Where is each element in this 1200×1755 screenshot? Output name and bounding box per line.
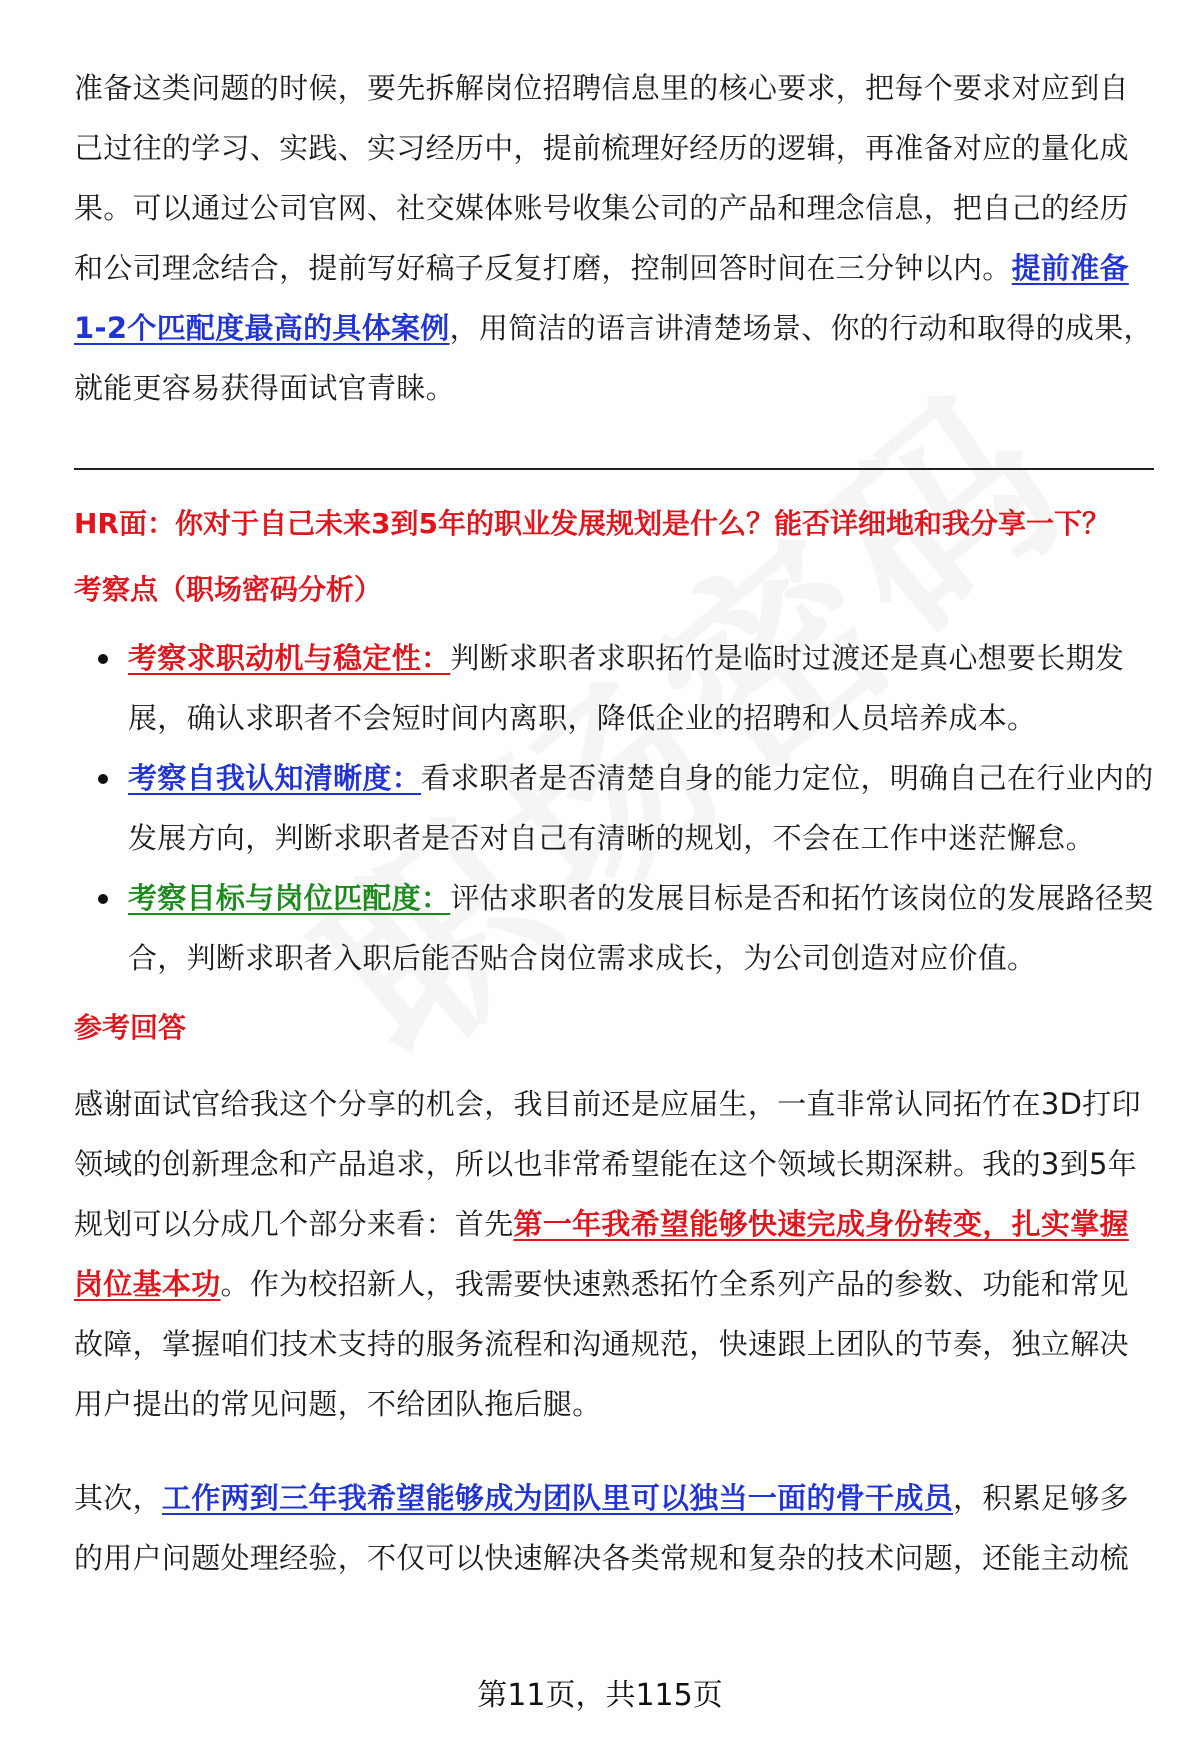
section-divider (74, 468, 1154, 470)
question-heading: HR面：你对于自己未来3到5年的职业发展规划是什么？能否详细地和我分享一下？ (74, 507, 1110, 540)
intro-text-before: 准备这类问题的时候，要先拆解岗位招聘信息里的核心要求，把每个要求对应到自己过往的学习、实践、实习经历中，提前梳理好经历的逻辑，再准备对应的量化成果。可以通过公司官网、社交媒体账号收集公司的产品和理念信息，把自己的经历和公司理念结合，提前写好稿子反复打磨，控制回答时间在三分钟以内。 (74, 71, 1129, 285)
page-content (74, 58, 1154, 1588)
answer-paragraph-2 (74, 1468, 1154, 1588)
answer1-text-after: 。作为校招新人，我需要快速熟悉拓竹全系列产品的参数、功能和常见故障，掌握咱们技术支持的服务流程和沟通规范，快速跟上团队的节奏，独立解决用户提出的常见问题，不给团队拖后腿。 (74, 1267, 1129, 1421)
analysis-point (74, 748, 1154, 868)
answer1-highlight: 第一年我希望能够快速完成身份转变，扎实掌握岗位基本功 (74, 1207, 1129, 1301)
answer2-text-after: ，积累足够多的用户问题处理经验，不仅可以快速解决各类常规和复杂的技术问题，还能主动梳 (74, 1481, 1129, 1575)
analysis-points (74, 628, 1154, 988)
analysis-point (74, 628, 1154, 748)
answer1-text-before: 感谢面试官给我这个分享的机会，我目前还是应届生，一直非常认同拓竹在3D打印领域的创新理念和产品追求，所以也非常希望能在这个领域长期深耕。我的3到5年规划可以分成几个部分来看：首先 (74, 1087, 1141, 1241)
intro-highlight: 提前准备1-2个匹配度最高的具体案例 (74, 251, 1129, 345)
analysis-point (74, 868, 1154, 988)
answer-paragraph-1 (74, 1074, 1154, 1434)
point-text: 评估求职者的发展目标是否和拓竹该岗位的发展路径契合，判断求职者入职后能否贴合岗位需求成长，为公司创造对应价值。 (128, 881, 1154, 975)
point-text: 判断求职者求职拓竹是临时过渡还是真心想要长期发展，确认求职者不会短时间内离职，降低企业的招聘和人员培养成本。 (128, 641, 1125, 735)
point-label: 考察自我认知清晰度： (128, 761, 422, 795)
answer2-text-before: 其次， (74, 1481, 162, 1515)
intro-text-after: ，用简洁的语言讲清楚场景、你的行动和取得的成果，就能更容易获得面试官青睐。 (74, 311, 1153, 405)
bullet-icon (98, 894, 108, 904)
point-text: 看求职者是否清楚自身的能力定位，明确自己在行业内的发展方向，判断求职者是否对自己有清晰的规划，不会在工作中迷茫懈怠。 (128, 761, 1154, 855)
point-label: 考察目标与岗位匹配度： (128, 881, 451, 915)
point-label: 考察求职动机与稳定性： (128, 641, 451, 675)
paragraph-gap (74, 1434, 1154, 1468)
bullet-icon (98, 654, 108, 664)
answer2-highlight: 工作两到三年我希望能够成为团队里可以独当一面的骨干成员 (161, 1481, 954, 1515)
bullet-icon (98, 774, 108, 784)
analysis-title: 考察点（职场密码分析） (74, 573, 383, 606)
page-footer: 第11页，共115页 (477, 1678, 723, 1713)
intro-paragraph (74, 58, 1154, 418)
answer-title: 参考回答 (74, 1011, 187, 1044)
